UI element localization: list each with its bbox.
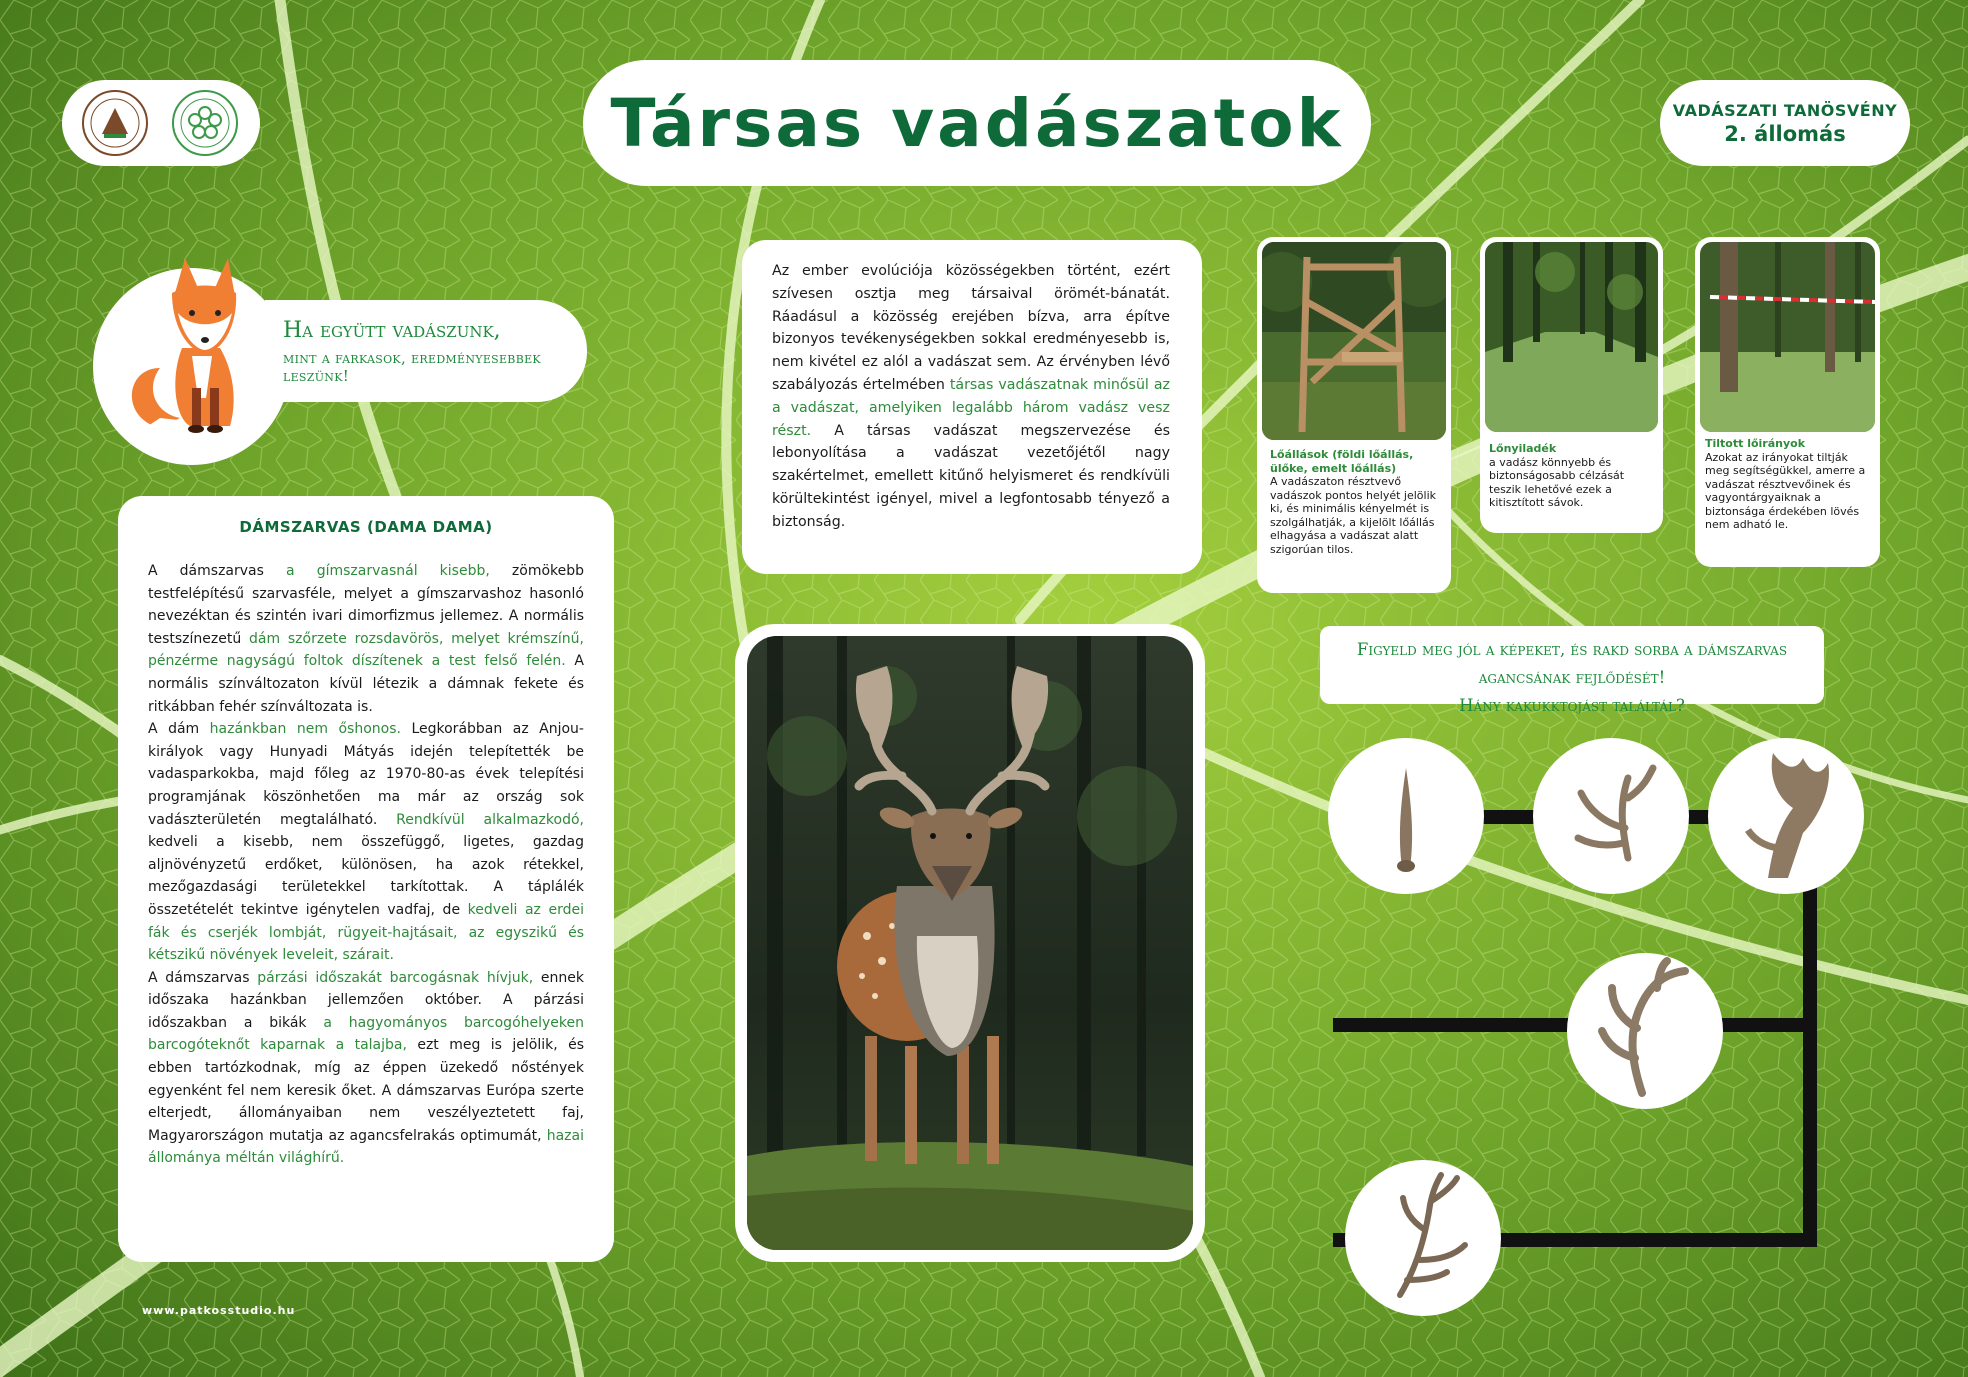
card-title-3: Tiltott lőirányok — [1705, 437, 1806, 450]
fox-quote — [283, 318, 583, 385]
card-text-2: a vadász könnyebb és biztonságosabb célzását teszik lehetővé ezek a kitisztított sávok. — [1489, 455, 1625, 509]
card-text-3: Azokat az irányokat tiltják meg segítségükkel, amerre a vadászat résztvevőinek és vagyontárgyaiknak a biztonsága érdekében lövés nem adható le. — [1705, 450, 1866, 531]
shooting-stand-caption — [1270, 448, 1442, 556]
fox-quote-line1: Ha együtt vadászunk, — [283, 318, 501, 343]
antler-stage-red-deer[interactable] — [1567, 953, 1723, 1109]
fallow-deer-title: DÁMSZARVAS (DAMA DAMA) — [239, 518, 493, 536]
antler-stage-palmate[interactable] — [1708, 738, 1864, 894]
highlighted-text: dám szőrzete rozsdavörös, melyet krémszínű, pénzérme nagyságú foltok díszítenek a test felső felén. — [148, 630, 584, 670]
body-text: kedveli a kisebb, nem összefüggő, ligetes, gazdag aljnövényzetű erdőket, különösen, ha azok rétekkel, mezőgazdasági területekkel tarkítottak. A táplálék összetételét tekintve igénytelen vadfaj, de — [148, 834, 584, 918]
body-text: zömökebb testfelépítésű szarvasféle, melyet a gímszarvashoz hasonló nevezéktan és szintén ivari dimorfizmus jellemez. A normális testszínezetű — [148, 563, 585, 647]
dam-paragraph-3 — [148, 967, 584, 1170]
fox-quote-line2: mint a farkasok, eredményesebbek leszünk! — [283, 349, 541, 385]
body-text: A normális színváltozaton kívül létezik a dámnak fekete és ritkábban fehér színváltozata is. — [148, 653, 584, 715]
dam-paragraph-1 — [148, 560, 584, 718]
highlighted-text: kedveli az erdei fák és cserjék lombját, rügyeit-hajtásait, az egyszikű és kétszikű növények leveleit, szárait. — [148, 901, 584, 964]
body-text: A dámszarvas — [148, 969, 258, 986]
highlighted-text: hazai állománya méltán világhírű. — [148, 1127, 584, 1167]
title-banner — [583, 60, 1371, 186]
highlighted-text: Rendkívül alkalmazkodó, — [396, 811, 584, 828]
intro-text — [772, 260, 1170, 534]
university-logo-icon — [170, 88, 240, 158]
antler-stage-spike[interactable] — [1328, 738, 1484, 894]
highlighted-text: párzási időszakát barcogásnak hívjuk, — [257, 969, 534, 986]
shooting-stand-photo — [1262, 242, 1446, 440]
highlighted-text: hazánkban nem őshonos. — [209, 721, 401, 738]
card-shooting-lane — [1480, 237, 1663, 533]
antler-puzzle-line2: Hány kakukktojást találtál? — [1459, 696, 1685, 715]
shooting-lane-caption — [1489, 442, 1657, 510]
antler-stage-fork[interactable] — [1533, 738, 1689, 894]
antler-puzzle-text — [1320, 636, 1824, 720]
fallow-deer-info-box — [118, 496, 614, 1262]
antler-puzzle-instruction — [1320, 626, 1824, 715]
body-text: ezt meg is jelölik, és ebben tartózkodnak, míg az éppen üzekedő nőstények egyenként fel nem keresik őket. A dámszarvas Európa szerte elterjedt, állományaiban nem veszélyeztetett faj, Magyarországon mutatja az agancsfelrakás optimumát, — [148, 1037, 584, 1144]
card-title-2: Lőnyiladék — [1489, 442, 1557, 455]
station-badge — [1660, 80, 1910, 166]
card-title-1: Lőállások (földi lőállás, ülőke, emelt lőállás) — [1270, 448, 1414, 475]
station-number: 2. állomás — [1724, 121, 1846, 146]
body-text: A dámszarvas — [148, 563, 287, 579]
card-text-1: A vadászaton résztvevő vadászok pontos helyét jelölik ki, és minimális kényelmét is szolgálhatják, a kijelölt lőállás elhagyása a vadászat alatt szigorúan tilos. — [1270, 475, 1437, 556]
intro-text-box — [742, 240, 1202, 574]
fallow-deer-photo — [747, 636, 1193, 1250]
forbidden-directions-photo — [1700, 242, 1875, 432]
body-text: A dám — [148, 721, 210, 738]
page-title: Társas vadászatok — [610, 84, 1344, 162]
forbidden-directions-caption — [1705, 437, 1873, 532]
fox-icon — [120, 258, 270, 448]
logo-badge — [62, 80, 260, 166]
card-forbidden-directions — [1695, 237, 1880, 567]
studio-url[interactable]: www.patkosstudio.hu — [142, 1304, 296, 1317]
highlighted-text: a gímszarvasnál kisebb, — [286, 563, 490, 579]
body-text: A társas vadászat megszervezése és lebonyolítása a vadászat vezetőjétől nagy szakértelmet, emellett kitűnő helyismeret és rendkívüli körültekintést igényel, mivel a legfontosabb tényező a biztonság. — [772, 422, 1170, 530]
antler-stage-roe-style[interactable] — [1345, 1160, 1501, 1316]
highlighted-text: társas vadászatnak minősül az a vadászat, amelyiken legalább három vadász vesz részt. — [772, 376, 1170, 439]
highlighted-text: a hagyományos barcogóhelyeken barcogóteknőt kaparnak a talajba, — [148, 1014, 585, 1054]
card-shooting-stand — [1257, 237, 1451, 593]
fallow-deer-text — [148, 560, 584, 1170]
dam-paragraph-2 — [148, 718, 584, 967]
antler-puzzle-line1: Figyeld meg jól a képeket, és rakd sorba a dámszarvas agancsának fejlődését! — [1356, 640, 1788, 687]
shooting-lane-photo — [1485, 242, 1658, 432]
station-trail-name: VADÁSZATI TANÖSVÉNY — [1672, 100, 1898, 120]
body-text: Az ember evolúciója közösségekben történt, ezért szívesen osztja meg társaival örömét-bánatát. Ráadásul a közösség erejében bízva, arra építve bizonyos tevékenységekben sokkal eredményesebb is, nem kivétel ez alól a vadászat sem. Az érvényben lévő szabályozás értelmében — [772, 263, 1170, 393]
body-text: ennek időszaka hazánkban jellemzően október. A párzási időszakban a bikák — [148, 969, 585, 1031]
deer-photo-frame — [735, 624, 1205, 1262]
body-text: Legkorábban az Anjou-királyok vagy Hunyadi Mátyás idején telepítették be vadasparkokba, majd főleg az 1970-80-as évek telepítési programjának köszönhetően ma már az ország sok vadászterületén megtalálható. — [148, 721, 584, 828]
forestry-logo-icon — [80, 88, 150, 158]
